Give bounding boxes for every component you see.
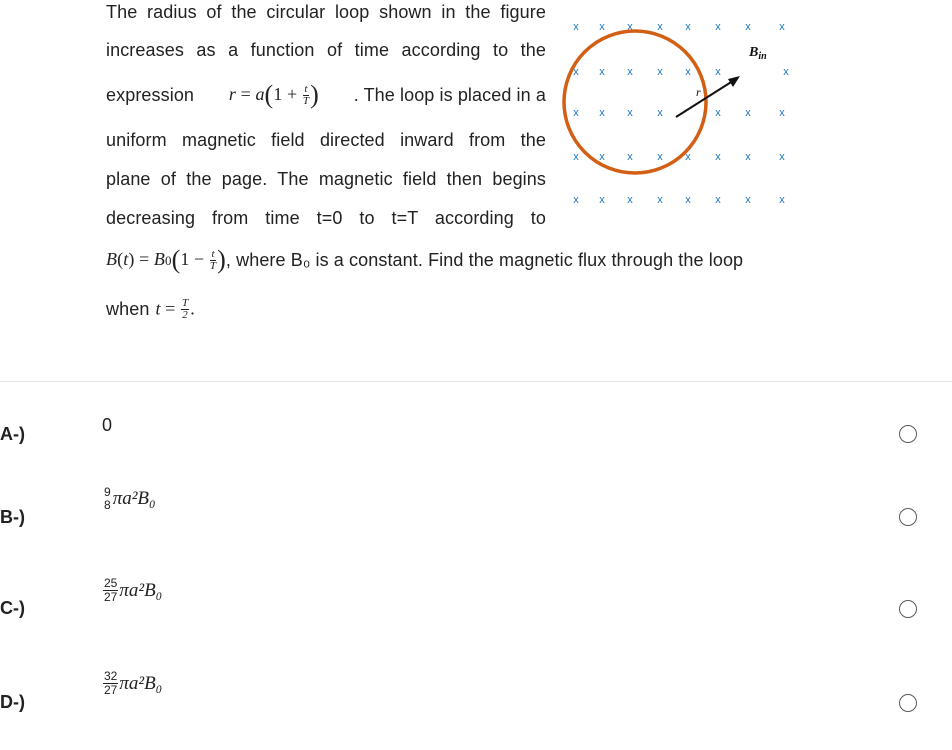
option-d-den: 27: [104, 683, 118, 697]
field-cross: x: [657, 66, 663, 78]
time-expression: t = $\frac{T}{2}$ .: [155, 297, 195, 321]
option-d-label: D-): [0, 692, 25, 712]
option-b-expr: πa²B₀: [112, 488, 156, 509]
option-a-radio[interactable]: [899, 425, 917, 443]
field-cross: x: [599, 107, 605, 119]
question-line-4: uniform magnetic field directed inward from the: [106, 130, 546, 150]
question-line-7: [106, 245, 743, 275]
option-a-value: 0: [102, 415, 113, 435]
field-cross: x: [573, 151, 579, 163]
option-d-num: 32: [104, 669, 118, 683]
option-c-expr: πa²B₀: [119, 579, 163, 601]
field-cross: x: [685, 66, 691, 78]
field-cross: x: [745, 107, 751, 119]
line3-suffix: . The loop is placed in a: [353, 84, 546, 105]
option-c-radio[interactable]: [899, 600, 917, 618]
field-cross: x: [599, 151, 605, 163]
field-expression: B(t) = B0(1 − $\frac{t}{T}$ ): [106, 245, 226, 274]
question-line-3: [106, 80, 546, 110]
field-cross: x: [685, 194, 691, 206]
option-c-label: C-): [0, 598, 25, 618]
field-cross: x: [627, 194, 633, 206]
option-d-expr: πa²B₀: [119, 672, 163, 694]
option-a-label: A-): [0, 424, 25, 444]
field-cross: x: [573, 21, 579, 33]
field-cross: x: [627, 107, 633, 119]
radius-arrowhead: [728, 76, 740, 87]
option-b-den: 8: [104, 498, 111, 512]
field-cross: x: [599, 66, 605, 78]
field-cross: x: [685, 151, 691, 163]
section-divider: [0, 381, 952, 382]
field-cross: x: [745, 21, 751, 33]
question-line-2: increases as a function of time according to the: [106, 40, 546, 60]
field-cross: x: [627, 21, 633, 33]
field-cross: x: [657, 151, 663, 163]
field-cross: x: [573, 194, 579, 206]
field-cross: x: [715, 107, 721, 119]
line7-suffix: , where B₀ is a constant. Find the magnetic flux through the loop: [225, 249, 744, 270]
field-cross: x: [627, 66, 633, 78]
option-c-num: 25: [104, 576, 118, 590]
field-cross: x: [779, 194, 785, 206]
question-line-8: [106, 298, 195, 321]
circular-loop: [564, 31, 706, 173]
field-cross: x: [573, 66, 579, 78]
option-b-radio[interactable]: [899, 508, 917, 526]
option-b-label: B-): [0, 507, 25, 527]
line3-prefix: expression: [106, 84, 195, 105]
question-line-6: decreasing from time t=0 to t=T according to: [106, 208, 546, 228]
field-cross: x: [599, 194, 605, 206]
field-cross: x: [627, 151, 633, 163]
radius-expression: r = a(1 + $\frac{t}{T}$ ): [228, 80, 319, 109]
option-b-num: 9: [104, 485, 111, 499]
field-cross: x: [745, 151, 751, 163]
option-d-radio[interactable]: [899, 694, 917, 712]
field-cross: x: [715, 151, 721, 163]
question-line-1: The radius of the circular loop shown in the figure: [106, 2, 546, 22]
field-cross: x: [657, 107, 663, 119]
question-line-5: plane of the page. The magnetic field then begins: [106, 169, 546, 189]
field-cross: x: [779, 107, 785, 119]
field-cross: x: [715, 66, 721, 78]
radius-label: r: [696, 85, 701, 99]
field-cross: x: [783, 66, 789, 78]
field-cross: x: [657, 194, 663, 206]
option-c-value: [102, 577, 162, 604]
field-cross: x: [685, 21, 691, 33]
option-d-value: [102, 670, 162, 697]
field-cross: x: [715, 194, 721, 206]
field-cross: x: [745, 194, 751, 206]
field-cross: x: [779, 151, 785, 163]
field-cross: x: [779, 21, 785, 33]
line8-prefix: when: [106, 299, 150, 319]
option-c-den: 27: [104, 590, 118, 604]
field-cross: x: [599, 21, 605, 33]
loop-field-figure: [560, 0, 800, 220]
field-cross: x: [715, 21, 721, 33]
field-cross: x: [657, 21, 663, 33]
field-cross: x: [573, 107, 579, 119]
field-label: $B_{in}$: [749, 45, 767, 62]
option-b-value: [102, 486, 156, 512]
